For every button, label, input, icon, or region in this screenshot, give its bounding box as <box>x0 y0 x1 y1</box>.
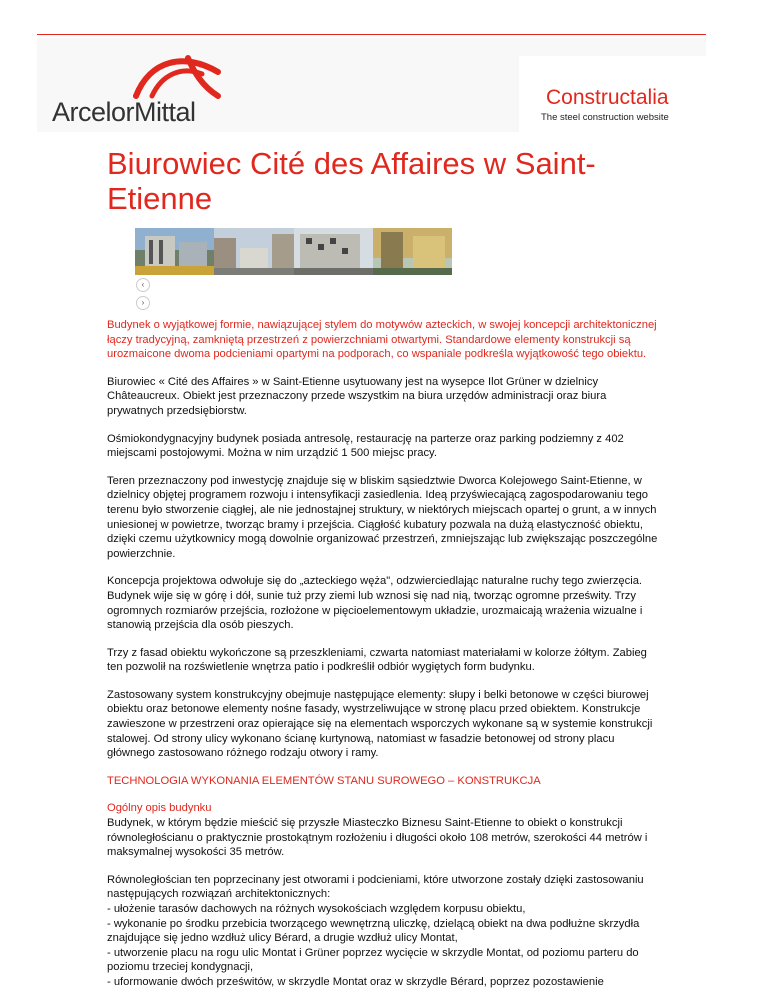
paragraph: Teren przeznaczony pod inwestycję znajduje się w bliskim sąsiedztwie Dworca Kolejowego Saint-Etienne, w dzielnicy objętej programem rozwoju i intensyfikacji zasiedlenia. Ideą przyświecającą zagospodarowaniu tego terenu było stworzenie ciągłej, ale nie jednostajnej struktury, w niektórych miejscach opartej o grunt, a w innych uniesionej w powietrze, tworząc bramy i przejścia. Ciągłość kubatury pozwala na dużą elastyczność obiektu, dzięki czemu użytkownicy mogą dowolnie organizować przestrzeń, zmniejszając lub zwiększając poszczególne powierzchnie. <box>107 474 658 560</box>
list-item: - utworzenie placu na rogu ulic Montat i Grüner poprzez wycięcie w skrzydle Montat, od poziomu parteru do poziomu trzeciej kondygnacji, <box>107 946 639 974</box>
paragraph: Trzy z fasad obiektu wykończone są przeszkleniami, czwarta natomiast materiałami w kolorze żółtym. Zabieg ten pozwolił na rozświetlenie wnętrza patio i podkreślił odbiór wygiętych form budynku. <box>107 646 647 674</box>
gallery-next-button[interactable]: › <box>136 296 150 310</box>
list-item: - wykonanie po środku przebicia tworzącego wewnętrzną uliczkę, dzielącą obiekt na dwa podłużne skrzydła znajdujące się jedno wzdłuż ulicy Bérard, a drugie wzdłuż ulicy Montat, <box>107 917 640 945</box>
arcelormittal-wordmark: ArcelorMittal <box>52 97 196 127</box>
section-heading: TECHNOLOGIA WYKONANIA ELEMENTÓW STANU SUROWEGO – KONSTRUKCJA <box>107 774 541 787</box>
article-body <box>107 318 662 1003</box>
arcelormittal-logo[interactable] <box>52 52 222 130</box>
gallery-thumbnail[interactable] <box>214 228 293 275</box>
gallery-prev-button[interactable]: ‹ <box>136 278 150 292</box>
paragraph: Koncepcja projektowa odwołuje się do „azteckiego węża", odzwierciedlając naturalne ruchy tego zwierzęcia. Budynek wije się w górę i dół, sunie tuż przy ziemi lub wznosi się nad nią, tworząc ogromne prześwity. Trzy ogromnych rozmiarów przejścia, rozłożone w pięcioelementowym układzie, urozmaicają wrażenia wizualne i stanowią przejścia dla osób pieszych. <box>107 575 643 632</box>
lead-paragraph: Budynek o wyjątkowej formie, nawiązującej stylem do motywów azteckich, w swojej koncepcji architektonicznej łączy tradycyjną, zamkniętą przestrzeń z powierzchniami otwartymi. Standardowe elementy konstrukcji są urozmaicone dwoma podcieniami opartymi na podporach, co wspaniale podkreśla wyjątkowość tego obiektu. <box>107 319 657 361</box>
constructalia-wordmark: Constructalia <box>546 86 669 109</box>
top-rule <box>37 34 706 35</box>
constructalia-tagline: The steel construction website <box>541 112 669 123</box>
image-gallery[interactable] <box>135 228 452 275</box>
gallery-thumbnail[interactable] <box>373 228 452 275</box>
list-intro: Równoległościan ten poprzecinany jest otworami i podcieniami, które utworzone zostały dzięki zastosowaniu następujących rozwiązań architektonicznych: <box>107 873 644 901</box>
list-item: - uformowanie dwóch prześwitów, w skrzydle Montat oraz w skrzydle Bérard, poprzez pozostawienie <box>107 975 604 988</box>
page-title: Biurowiec Cité des Affaires w Saint-Etienne <box>107 146 596 216</box>
paragraph: Zastosowany system konstrukcyjny obejmuje następujące elementy: słupy i belki betonowe w części biurowej obiektu oraz betonowe elementy nośne fasady, wystrzeliwujące w stronę placu przed obiektem. Konstrukcje zawieszone w przestrzeni oraz opierające się na elementach wsporczych wykonane są w systemie konstrukcji stalowej. Od strony ulicy wykonano ścianę kurtynową, natomiast w fasadzie betonowej od strony placu głównego zastosowano różnego rodzaju otwory i ramy. <box>107 688 653 760</box>
subheading: Ogólny opis budynku <box>107 802 212 815</box>
paragraph-text: Budynek, w którym będzie mieścić się przyszłe Miasteczko Biznesu Saint-Etienne to obiekt o konstrukcji równoległościanu o praktycznie prostokątnym rozłożeniu i długości około 108 metrów, szerokości 44 metrów i maksymalnej wysokości 35 metrów. <box>107 817 648 859</box>
arcelormittal-swoosh-icon <box>132 52 222 100</box>
paragraph: Ośmiokondygnacyjny budynek posiada antresolę, restaurację na parterze oraz parking podziemny z 402 miejscami postojowymi. Można w nim urządzić 1 500 miejsc pracy. <box>107 432 624 460</box>
list-item: - ułożenie tarasów dachowych na różnych wysokościach względem korpusu obiektu, <box>107 903 526 915</box>
paragraph: Biurowiec « Cité des Affaires » w Saint-Etienne usytuowany jest na wysepce Ilot Grüner w dzielnicy Châteaucreux. Obiekt jest przeznaczony przede wszystkim na biura urzędów administracji oraz biura prywatnych przedsiębiorstw. <box>107 375 607 417</box>
gallery-thumbnail[interactable] <box>294 228 373 275</box>
constructalia-logo[interactable] <box>519 56 707 132</box>
gallery-thumbnail[interactable] <box>135 228 214 275</box>
paragraph-with-subhead <box>107 801 662 859</box>
list-paragraph <box>107 873 662 990</box>
